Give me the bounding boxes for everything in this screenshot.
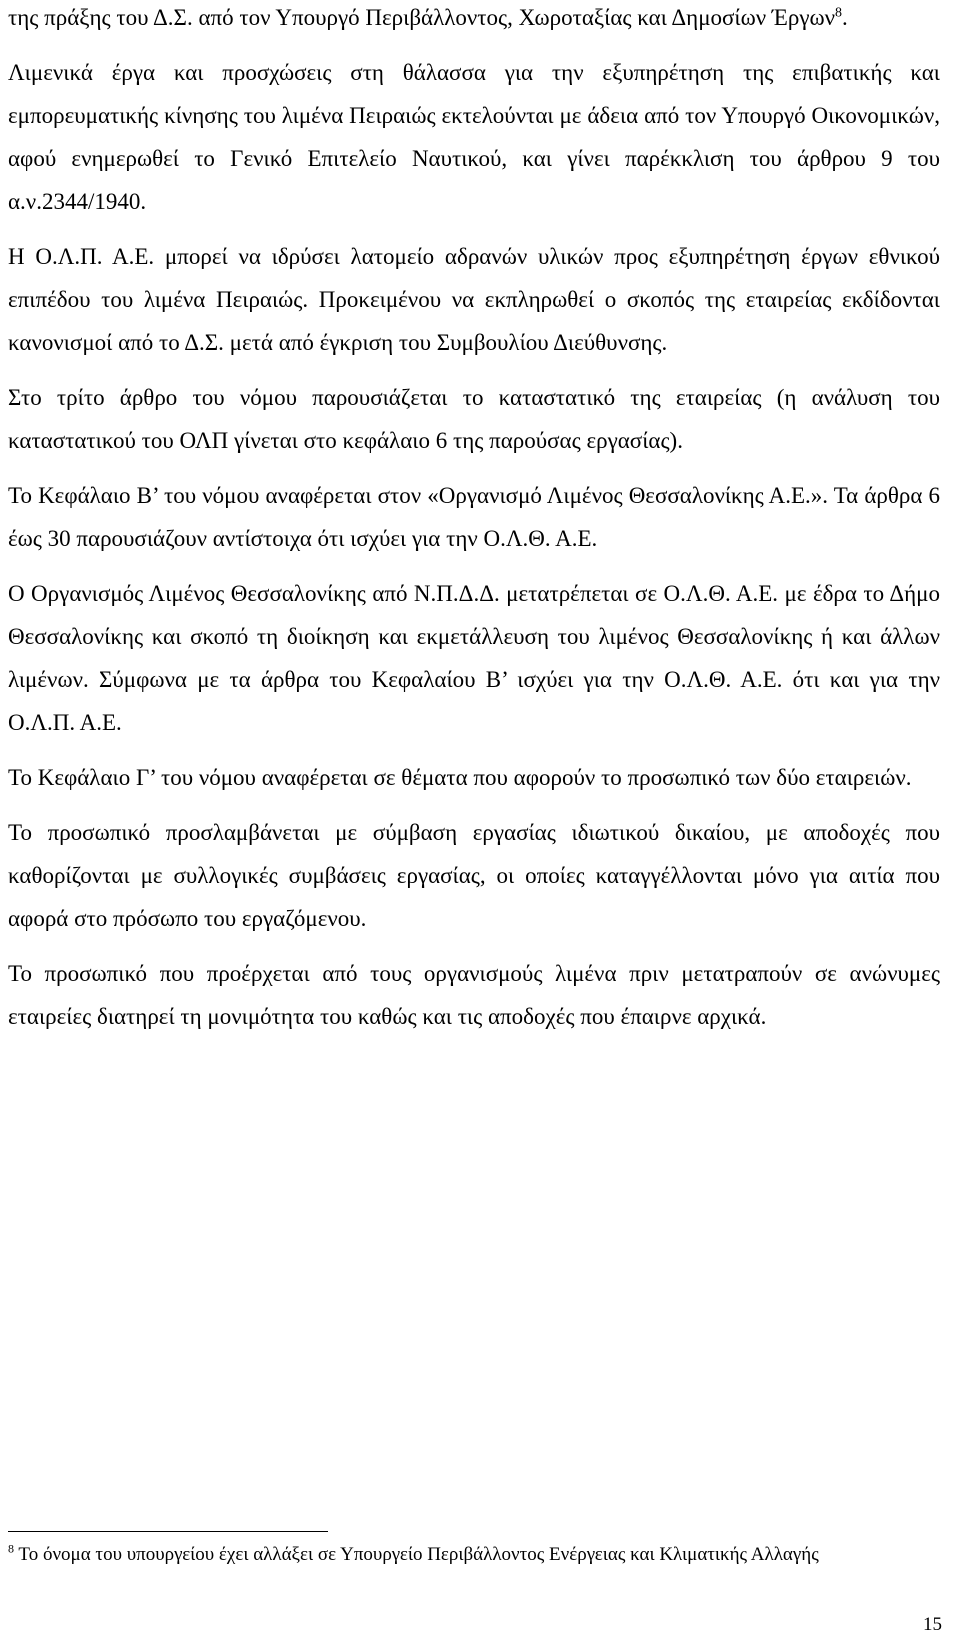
footnote-separator — [8, 1531, 328, 1532]
paragraph-staff-hiring: Το προσωπικό προσλαμβάνεται με σύμβαση εργασίας ιδιωτικού δικαίου, με αποδοχές που καθορίζονται με συλλογικές συμβάσεις εργασίας, οι οποίες καταγγέλλονται μόνο για αιτία που αφορά στο πρόσωπο του εργαζόμενου. — [8, 820, 940, 931]
paragraph-text-end: . — [842, 5, 848, 30]
footnote-text: Το όνομα του υπουργείου έχει αλλάξει σε Υπουργείο Περιβάλλοντος Ενέργειας και Κλιματικής Αλλαγής — [14, 1544, 819, 1565]
page-number: 15 — [923, 1614, 942, 1635]
paragraph-continuation — [8, 0, 940, 39]
footnote-number: 8 — [8, 1541, 14, 1556]
paragraph-chapter-b: Το Κεφάλαιο Β’ του νόμου αναφέρεται στον «Οργανισμό Λιμένος Θεσσαλονίκης Α.Ε.». Τα άρθρα 6 έως 30 παρουσιάζουν αντίστοιχα ότι ισχύει για την Ο.Λ.Θ. Α.Ε. — [8, 483, 940, 551]
paragraph-text: της πράξης του Δ.Σ. από τον Υπουργό Περιβάλλοντος, Χωροταξίας και Δημοσίων Έργων — [8, 5, 836, 30]
footnote-reference: 8 — [835, 5, 843, 21]
paragraph-olth: Ο Οργανισμός Λιμένος Θεσσαλονίκης από Ν.Π.Δ.Δ. μετατρέπεται σε Ο.Λ.Θ. Α.Ε. με έδρα το Δήμο Θεσσαλονίκης και σκοπό τη διοίκηση και εκμετάλλευση του λιμένος Θεσσαλονίκης ή και άλλων λιμένων. Σύμφωνα με τα άρθρα του Κεφαλαίου Β’ ισχύει για την Ο.Λ.Θ. Α.Ε. ότι και για την Ο.Λ.Π. Α.Ε. — [8, 581, 940, 735]
paragraph-staff-permanence: Το προσωπικό που προέρχεται από τους οργανισμούς λιμένα πριν μετατραπούν σε ανώνυμες εταιρείες διατηρεί τη μονιμότητα του καθώς και τις αποδοχές που έπαιρνε αρχικά. — [8, 961, 940, 1029]
body-text — [8, 0, 940, 1050]
paragraph-quarry: Η Ο.Λ.Π. Α.Ε. μπορεί να ιδρύσει λατομείο αδρανών υλικών προς εξυπηρέτηση έργων εθνικού επιπέδου του λιμένα Πειραιώς. Προκειμένου να εκπληρωθεί ο σκοπός της εταιρείας εκδίδονται κανονισμοί από το Δ.Σ. μετά από έγκριση του Συμβουλίου Διεύθυνσης. — [8, 244, 940, 355]
paragraph-article-three: Στο τρίτο άρθρο του νόμου παρουσιάζεται το καταστατικό της εταιρείας (η ανάλυση του καταστατικού του ΟΛΠ γίνεται στο κεφάλαιο 6 της παρούσας εργασίας). — [8, 385, 940, 453]
paragraph-port-works: Λιμενικά έργα και προσχώσεις στη θάλασσα για την εξυπηρέτηση της επιβατικής και εμπορευματικής κίνησης του λιμένα Πειραιώς εκτελούνται με άδεια από τον Υπουργό Οικονομικών, αφού ενημερωθεί το Γενικό Επιτελείο Ναυτικού, και γίνει παρέκκλιση του άρθρου 9 του α.ν.2344/1940. — [8, 60, 940, 214]
paragraph-chapter-c: Το Κεφάλαιο Γ’ του νόμου αναφέρεται σε θέματα που αφορούν το προσωπικό των δύο εταιρειών. — [8, 765, 912, 790]
footnote — [8, 1542, 908, 1567]
